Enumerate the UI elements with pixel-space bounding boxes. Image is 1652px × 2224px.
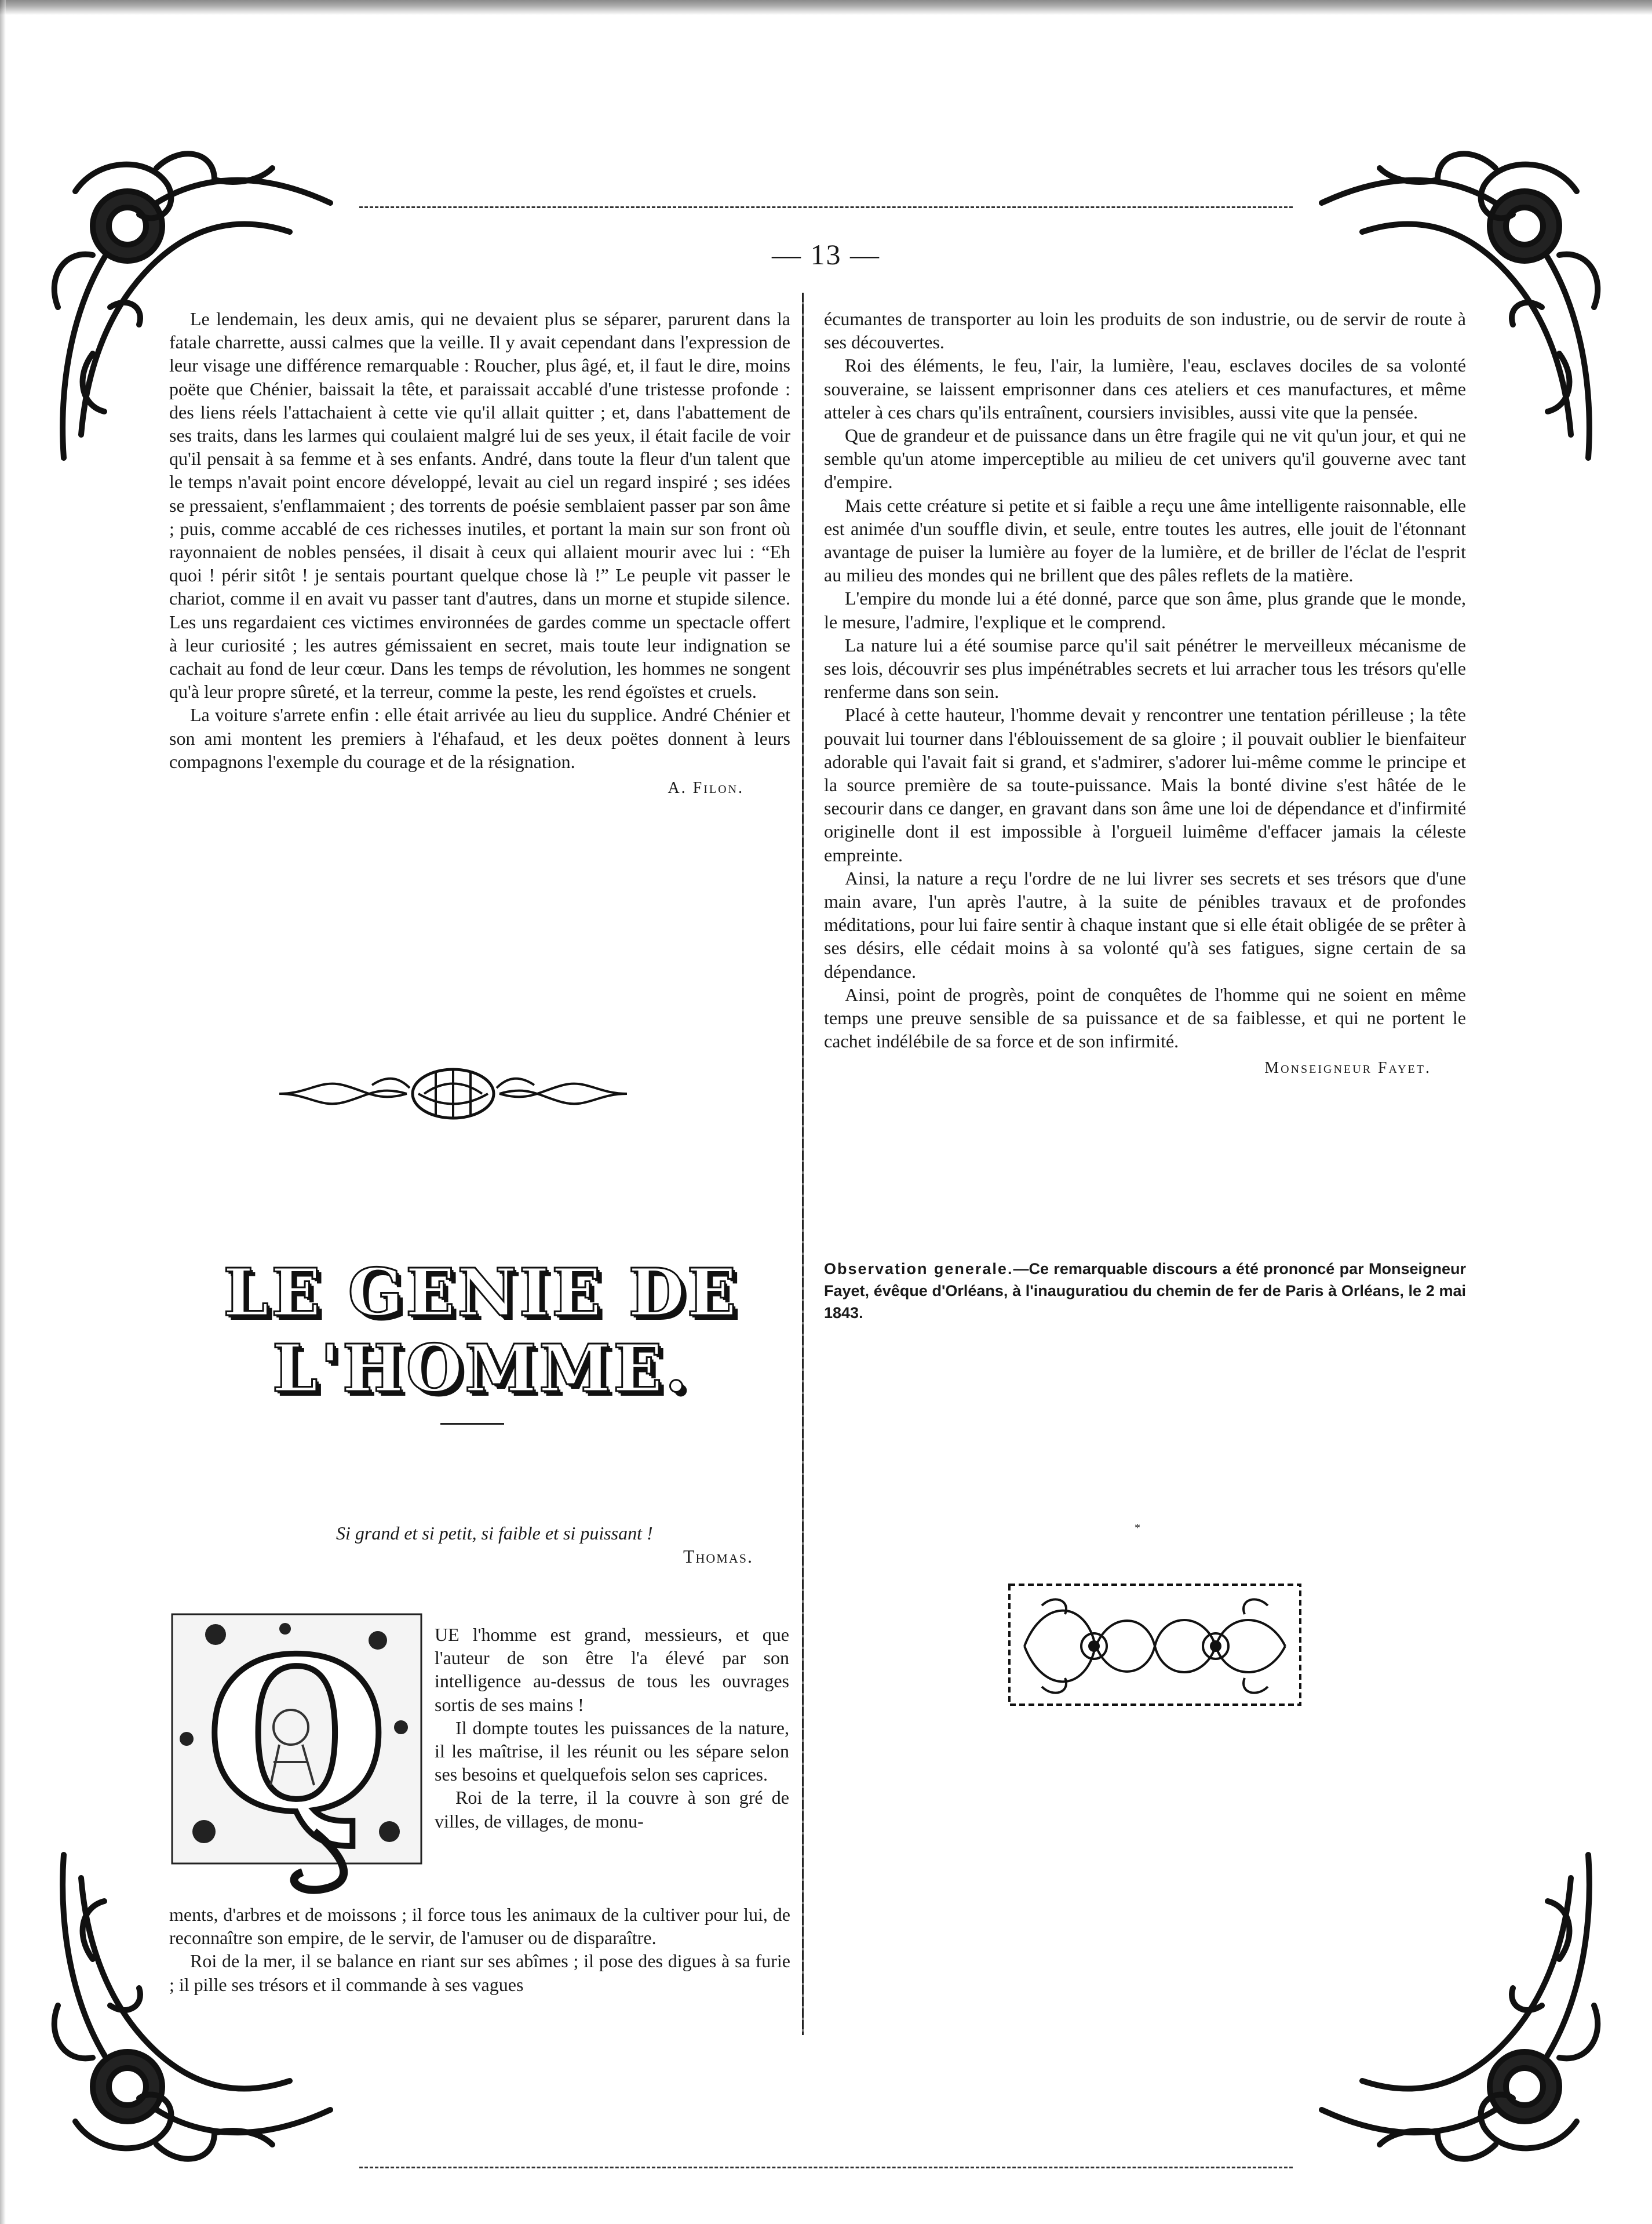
paragraph: Mais cette créature si petite et si faible a reçu une âme intelligente raisonnable, elle est animée d'un souffle divin, et seule, entre toutes les autres, elle jouit de l'étonnant avantage de puiser la lumière au foyer de la lumière, et de briller de l'éclat de l'esprit au milieu des mondes qui ne brillent que des pâles reflets de la matière. — [824, 494, 1466, 586]
signature: Monseigneur Fayet. — [1264, 1058, 1431, 1077]
scan-edge-left — [0, 0, 6, 2224]
article-intro — [435, 1623, 789, 1833]
paragraph: UE l'homme est grand, messieurs, et que l'auteur de son être l'a élevé par son intelligence au-dessus de tous les ouvrages sortis de ses mains ! — [435, 1624, 789, 1715]
paragraph: Roi de la mer, il se balance en riant sur ses abîmes ; il pose des digues à sa furie ; il pille ses trésors et il commande à ses vagues — [169, 1950, 790, 1995]
paragraph: L'empire du monde lui a été donné, parce que son âme, plus grande que le monde, le mesure, l'admire, l'explique et le comprend. — [824, 588, 1466, 632]
flourish-box-icon — [1007, 1582, 1303, 1707]
paragraph: Le lendemain, les deux amis, qui ne devaient plus se séparer, parurent dans la fatale charrette, aussi calmes que la veille. Il y avait cependant dans l'expression de leur visage une différence remarquable : Roucher, plus âgé, et, il faut le dire, moins poëte que Chénier, baissait la tête, et paraissait accablé d'une tristesse profonde : des liens réels l'attachaient à cette vie qu'il allait quitter ; et, dans l'abattement de ses traits, dans les larmes qui coulaient malgré lui de ses yeux, il était facile de voir qu'il pensait à sa femme et à ses enfants. André, dans toute la fleur d'un talent que le temps n'avait point encore développé, levait au ciel un regard inspiré ; ses idées se pressaient, s'enflammaient ; des torrents de poésie semblaient passer par son âme ; puis, comme accablé de ces richesses inutiles, et portant la main sur son front où rayonnaient de nobles pensées, il disait à ceux qui allaient mourir avec lui : “Eh quoi ! périr sitôt ! je sentais pourtant quelque chose là !” Le peuple vit passer le chariot, comme il en avait vu passer tant d'autres, dans un morne et stupide silence. Les uns regardaient ces victimes environnées de gardes comme un spectacle offert à leur curiosité ; les autres gémissaient en secret, mais toute leur indignation se cachait au fond de leur cœur. Dans les temps de révolution, les hommes ne songent qu'à leur propre sûreté, et la terreur, comme la peste, les rend égoïstes et cruels. — [169, 308, 790, 702]
epigraph-author: Thomas. — [683, 1546, 753, 1567]
paragraph: Placé à cette hauteur, l'homme devait y rencontrer une tentation périlleuse ; la tête pouvait lui tourner dans l'éblouissement de sa gloire ; il pouvait oublier le bienfaiteur adorable qui l'avait fait si grand, et s'admirer, s'adorer lui-même comme le principe et la source première de sa toute-puissance. Mais la bonté divine s'est hâtée de le secourir dans ce danger, en gravant dans son âme une loi de dépendance et d'infirmité originelle dont il est impossible à l'orgueil luimême d'effacer jamais la céleste empreinte. — [824, 704, 1466, 865]
paragraph: Ainsi, la nature a reçu l'ordre de ne lui livrer ses secrets et ses trésors que d'une main avare, l'un après l'autre, à la suite de pénibles travaux et de profondes méditations, pour lui faire sentir à chaque instant que si elle était obligée de se prêter à ses désirs, elle cédait moins à sa volonté qu'à ses fatigues, signe certain de sa dépendance. — [824, 867, 1466, 982]
signature: A. Filon. — [668, 779, 744, 798]
divider-ornament-icon — [273, 1062, 633, 1126]
bottom-frame-line — [359, 2167, 1293, 2168]
paragraph: Roi de la terre, il la couvre à son gré de villes, de villages, de monu- — [435, 1787, 789, 1832]
top-frame-line — [359, 206, 1293, 208]
dropcap-illustration-icon — [169, 1611, 424, 1895]
epigraph-quote: Si grand et si petit, si faible et si puissant ! — [336, 1523, 653, 1544]
paragraph: La voiture s'arrete enfin : elle était arrivée au lieu du supplice. André Chénier et son ami montent les premiers à l'éhafaud, et les deux poëtes donnent à leurs compagnons l'exemple du courage et de la résignation. — [169, 704, 790, 772]
epigraph — [336, 1522, 753, 1568]
paragraph: ments, d'arbres et de moissons ; il force tous les animaux de la cultiver pour lui, de reconnaître son empire, de le servir, de l'amuser ou de disparaître. — [169, 1904, 790, 1949]
left-column-text — [169, 307, 790, 800]
paragraph: Ainsi, point de progrès, point de conquêtes de l'homme qui ne soient en même temps une preuve sensible de sa puissance et de sa faiblesse, et qui ne portent le cachet indélébile de sa force et de son infirmité. — [824, 984, 1466, 1052]
observation-text: —Ce remarquable discours a été prononcé par Monseigneur Fayet, évêque d'Orléans, à l'inauguratiou du chemin de fer de Paris à Orléans, le 2 mai 1843. — [824, 1260, 1467, 1322]
scan-edge — [0, 0, 1652, 15]
article-title: LE GENIE DE L'HOMME. — [223, 1255, 739, 1407]
observation-note — [824, 1258, 1466, 1324]
title-rule — [440, 1423, 504, 1425]
paragraph: Il dompte toutes les puissances de la nature, il les maîtrise, il les réunit ou les sépare selon ses besoins et quelquefois selon ses caprices. — [435, 1717, 789, 1785]
article-continued — [169, 1903, 790, 1996]
right-column-text — [824, 307, 1466, 1080]
paragraph: Que de grandeur et de puissance dans un être fragile qui ne vit qu'un jour, et qui ne semble qu'un atome imperceptible au milieu de cet univers qu'il gouverne avec tant d'empire. — [824, 425, 1466, 493]
dropcap-letter: Q — [206, 1613, 388, 1858]
star-glyph: * — [1135, 1522, 1140, 1534]
observation-lead: Observation generale. — [824, 1260, 1013, 1277]
paragraph: La nature lui a été soumise parce qu'il sait pénétrer le merveilleux mécanisme de ses lois, découvrir ses plus impénétrables secrets et lui arracher tous les trésors qu'elle renferme dans son sein. — [824, 634, 1466, 702]
paragraph: Roi des éléments, le feu, l'air, la lumière, l'eau, esclaves dociles de sa volonté souveraine, se laissent emprisonner dans ces ateliers et ces manufactures, et même atteler à ces chars qu'ils entraînent, coursiers invisibles, aussi vite que la pensée. — [824, 355, 1466, 423]
page-number: — 13 — — [772, 238, 880, 271]
paragraph: écumantes de transporter au loin les produits de son industrie, ou de servir de route à ses découvertes. — [824, 308, 1466, 353]
corner-scroll-icon — [1299, 1832, 1611, 2179]
column-divider — [802, 293, 804, 2035]
